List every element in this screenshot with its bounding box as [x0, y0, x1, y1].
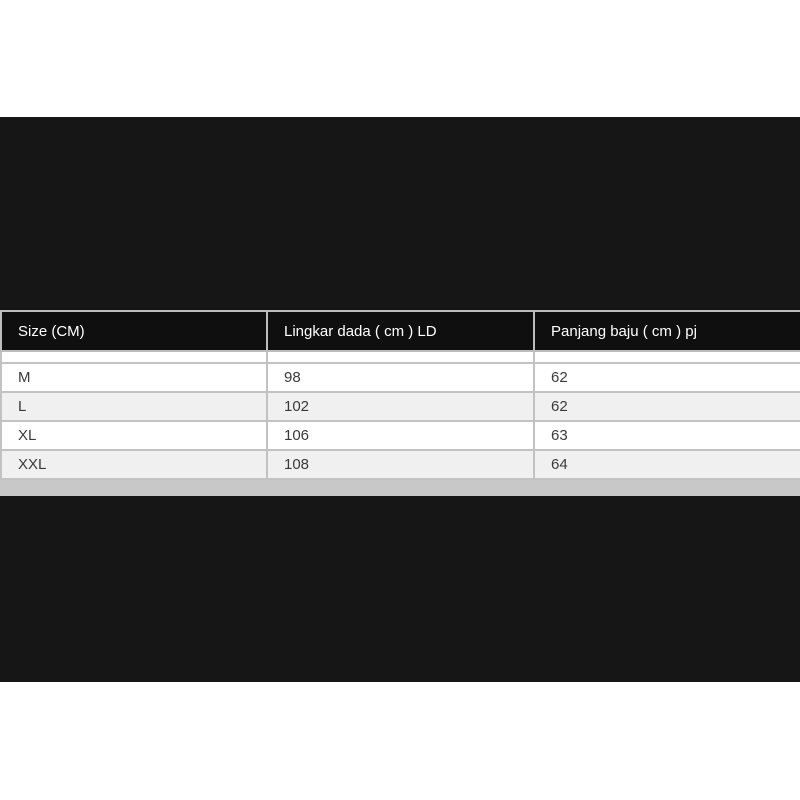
- length-cell: 64: [534, 450, 800, 479]
- size-cell: XL: [1, 421, 267, 450]
- size-cell: L: [1, 392, 267, 421]
- chest-cell: 98: [267, 363, 534, 392]
- chest-cell: 102: [267, 392, 534, 421]
- table-row: [1, 450, 800, 479]
- spacer-cell: [534, 351, 800, 363]
- table-row: [1, 363, 800, 392]
- length-cell: 62: [534, 363, 800, 392]
- length-cell: 63: [534, 421, 800, 450]
- table-header-row: [1, 311, 800, 351]
- header-size: Size (CM): [1, 311, 267, 351]
- size-cell: XXL: [1, 450, 267, 479]
- table-row: [1, 392, 800, 421]
- chest-cell: 108: [267, 450, 534, 479]
- spacer-cell: [267, 351, 534, 363]
- table-row: [1, 421, 800, 450]
- header-chest-circumference: Lingkar dada ( cm ) LD: [267, 311, 534, 351]
- size-table: [0, 310, 800, 480]
- chest-cell: 106: [267, 421, 534, 450]
- header-shirt-length: Panjang baju ( cm ) pj: [534, 311, 800, 351]
- size-chart: [0, 310, 800, 496]
- size-cell: M: [1, 363, 267, 392]
- length-cell: 62: [534, 392, 800, 421]
- table-spacer-row: [1, 351, 800, 363]
- spacer-cell: [1, 351, 267, 363]
